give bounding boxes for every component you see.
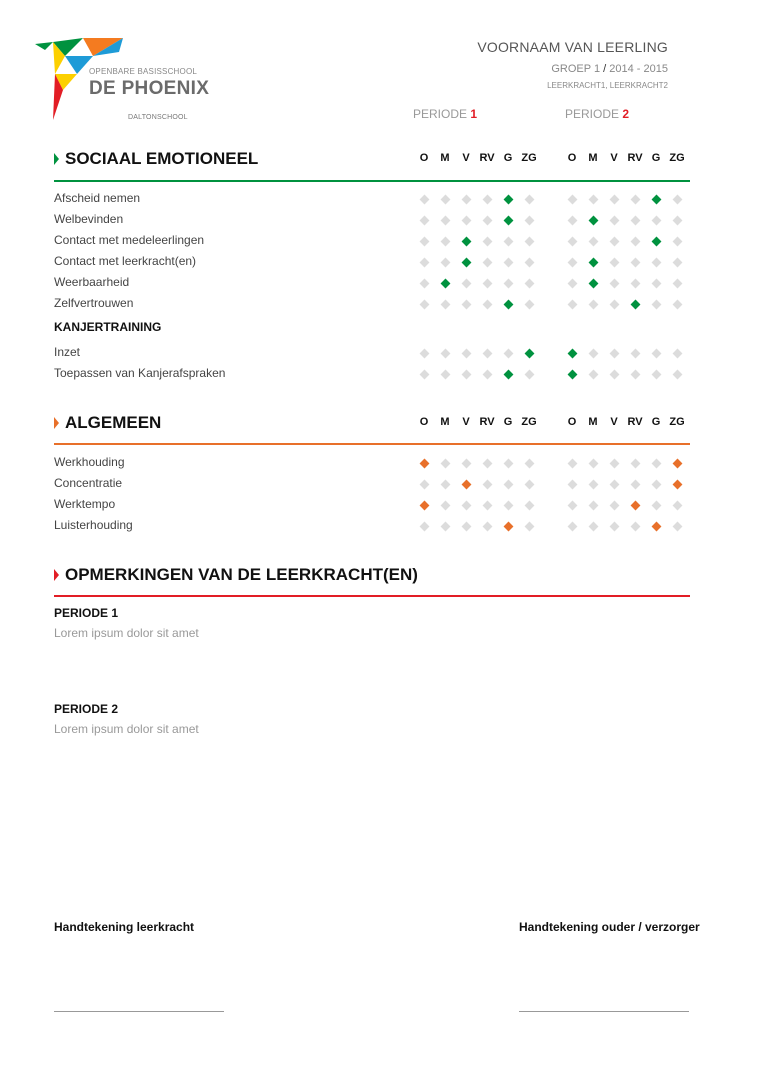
- scale-header-p1: RV: [479, 416, 495, 428]
- rating-diamond[interactable]: [482, 279, 492, 289]
- scale-header-p2: RV: [627, 152, 643, 164]
- signature-parent-label: Handtekening ouder / verzorger: [519, 920, 700, 934]
- rating-diamond[interactable]: [419, 237, 429, 247]
- rating-diamond[interactable]: [588, 501, 598, 511]
- rating-diamond[interactable]: [419, 480, 429, 490]
- criterion-label: Contact met medeleerlingen: [54, 233, 205, 247]
- rating-diamond[interactable]: [419, 300, 429, 310]
- criterion-label: Afscheid nemen: [54, 191, 141, 205]
- rating-diamond[interactable]: [672, 195, 682, 205]
- rating-diamond[interactable]: [609, 370, 619, 380]
- rating-diamond[interactable]: [630, 237, 640, 247]
- rating-diamond-selected[interactable]: [672, 459, 682, 469]
- group-year: [551, 63, 668, 75]
- rating-diamond[interactable]: [630, 258, 640, 268]
- criterion-label: Welbevinden: [54, 212, 124, 226]
- scale-header-p1: ZG: [521, 152, 537, 164]
- rating-diamond[interactable]: [440, 370, 450, 380]
- rating-diamond[interactable]: [567, 195, 577, 205]
- section-sociaal-title: [54, 149, 258, 169]
- rating-diamond[interactable]: [609, 258, 619, 268]
- section-sociaal-title-text: SOCIAAL EMOTIONEEL: [65, 149, 259, 168]
- scale-header-p1: M: [440, 416, 450, 428]
- rating-diamond[interactable]: [672, 522, 682, 532]
- rating-diamond[interactable]: [482, 195, 492, 205]
- kanjertraining-title: KANJERTRAINING: [54, 320, 162, 334]
- rating-diamond-selected[interactable]: [567, 349, 577, 359]
- scale-header-p1: G: [503, 152, 513, 164]
- section-algemeen-title-text: ALGEMEEN: [65, 413, 162, 432]
- logo-tagline: DALTONSCHOOL: [128, 114, 188, 121]
- rating-diamond[interactable]: [567, 522, 577, 532]
- rating-diamond[interactable]: [630, 216, 640, 226]
- scale-header-p2: G: [651, 152, 661, 164]
- rating-diamond[interactable]: [524, 216, 534, 226]
- rating-diamond-selected[interactable]: [461, 237, 471, 247]
- remark-periode-2-text[interactable]: Lorem ipsum dolor sit amet: [54, 722, 199, 736]
- scale-header-p1: O: [419, 152, 429, 164]
- criterion-label: Werkhouding: [54, 455, 125, 469]
- scale-header-p2: ZG: [669, 416, 685, 428]
- rating-diamond[interactable]: [503, 501, 513, 511]
- rating-diamond[interactable]: [672, 349, 682, 359]
- rating-diamond[interactable]: [503, 459, 513, 469]
- section-opmerkingen-title: [54, 565, 418, 585]
- rating-diamond[interactable]: [651, 370, 661, 380]
- rating-diamond[interactable]: [482, 501, 492, 511]
- rating-diamond[interactable]: [482, 370, 492, 380]
- rating-diamond-selected[interactable]: [503, 216, 513, 226]
- rating-diamond[interactable]: [419, 349, 429, 359]
- rating-diamond[interactable]: [440, 501, 450, 511]
- rating-diamond[interactable]: [440, 258, 450, 268]
- rating-diamond[interactable]: [609, 237, 619, 247]
- section-arrow-icon: [54, 153, 59, 165]
- rating-diamond[interactable]: [651, 501, 661, 511]
- rating-diamond[interactable]: [482, 258, 492, 268]
- rating-diamond-selected[interactable]: [503, 370, 513, 380]
- rating-diamond[interactable]: [588, 195, 598, 205]
- rating-diamond[interactable]: [672, 300, 682, 310]
- rating-diamond[interactable]: [461, 349, 471, 359]
- rating-diamond[interactable]: [630, 480, 640, 490]
- rating-diamond[interactable]: [672, 279, 682, 289]
- rating-diamond-selected[interactable]: [651, 237, 661, 247]
- rating-diamond[interactable]: [440, 216, 450, 226]
- rating-diamond[interactable]: [567, 459, 577, 469]
- scale-header-p2: ZG: [669, 152, 685, 164]
- scale-header-p2: RV: [627, 416, 643, 428]
- remark-periode-2-label: PERIODE 2: [54, 702, 119, 716]
- rating-diamond[interactable]: [419, 522, 429, 532]
- rating-diamond[interactable]: [651, 300, 661, 310]
- rating-diamond[interactable]: [672, 501, 682, 511]
- remark-periode-1-label: PERIODE 1: [54, 606, 119, 620]
- scale-header-p2: M: [588, 152, 598, 164]
- rating-diamond[interactable]: [440, 480, 450, 490]
- rating-diamond-selected[interactable]: [651, 195, 661, 205]
- rating-diamond[interactable]: [461, 459, 471, 469]
- rating-diamond[interactable]: [440, 237, 450, 247]
- rating-diamond[interactable]: [588, 237, 598, 247]
- section-arrow-icon: [54, 417, 59, 429]
- rating-diamond[interactable]: [567, 300, 577, 310]
- rating-diamond[interactable]: [461, 216, 471, 226]
- rating-diamond[interactable]: [588, 300, 598, 310]
- section-algemeen-title: [54, 413, 161, 433]
- rating-diamond[interactable]: [651, 459, 661, 469]
- logo-school-name: DE PHOENIX: [89, 78, 210, 99]
- rating-diamond-selected[interactable]: [567, 370, 577, 380]
- criterion-label: Werktempo: [54, 497, 116, 511]
- rating-diamond[interactable]: [672, 237, 682, 247]
- rating-diamond[interactable]: [588, 370, 598, 380]
- rating-diamond[interactable]: [440, 349, 450, 359]
- scale-header-p2: M: [588, 416, 598, 428]
- rating-diamond[interactable]: [503, 279, 513, 289]
- scale-header-p2: V: [610, 416, 618, 428]
- rating-diamond[interactable]: [567, 501, 577, 511]
- rating-diamond[interactable]: [651, 279, 661, 289]
- rating-diamond[interactable]: [567, 216, 577, 226]
- rating-diamond[interactable]: [524, 522, 534, 532]
- scale-header-p1: ZG: [521, 416, 537, 428]
- rating-diamond[interactable]: [419, 279, 429, 289]
- rating-diamond[interactable]: [440, 300, 450, 310]
- rating-diamond-selected[interactable]: [461, 480, 471, 490]
- rating-diamond-selected[interactable]: [524, 349, 534, 359]
- logo-subtitle: OPENBARE BASISSCHOOL: [89, 67, 198, 76]
- rating-diamond[interactable]: [672, 370, 682, 380]
- rating-diamond[interactable]: [524, 195, 534, 205]
- rating-diamond[interactable]: [503, 258, 513, 268]
- rating-diamond[interactable]: [482, 216, 492, 226]
- rating-diamond[interactable]: [482, 237, 492, 247]
- rating-diamond[interactable]: [630, 370, 640, 380]
- student-name: VOORNAAM VAN LEERLING: [477, 39, 668, 55]
- rating-diamond[interactable]: [503, 237, 513, 247]
- rating-diamond[interactable]: [672, 216, 682, 226]
- rating-diamond-selected[interactable]: [419, 459, 429, 469]
- rating-diamond[interactable]: [482, 522, 492, 532]
- rating-diamond[interactable]: [672, 258, 682, 268]
- rating-diamond[interactable]: [609, 501, 619, 511]
- rating-diamond[interactable]: [609, 480, 619, 490]
- rating-diamond[interactable]: [609, 279, 619, 289]
- scale-header-p2: G: [651, 416, 661, 428]
- rating-diamond[interactable]: [588, 459, 598, 469]
- criterion-label: Luisterhouding: [54, 518, 133, 532]
- rating-diamond[interactable]: [524, 300, 534, 310]
- rating-diamond[interactable]: [419, 195, 429, 205]
- rating-diamond[interactable]: [524, 370, 534, 380]
- rating-diamond-selected[interactable]: [503, 522, 513, 532]
- scale-header-p1: RV: [479, 152, 495, 164]
- scale-header-p1: G: [503, 416, 513, 428]
- criterion-label: Concentratie: [54, 476, 123, 490]
- rating-diamond[interactable]: [609, 459, 619, 469]
- section-arrow-icon: [54, 569, 59, 581]
- rating-diamond[interactable]: [503, 480, 513, 490]
- rating-diamond[interactable]: [567, 279, 577, 289]
- criterion-label: Zelfvertrouwen: [54, 296, 134, 310]
- criterion-label: Weerbaarheid: [54, 275, 130, 289]
- section-algemeen-divider: [54, 443, 690, 445]
- signature-teacher-label: Handtekening leerkracht: [54, 920, 195, 934]
- rating-diamond-selected[interactable]: [651, 522, 661, 532]
- rating-diamond[interactable]: [461, 370, 471, 380]
- rating-diamond[interactable]: [461, 522, 471, 532]
- rating-diamond[interactable]: [609, 349, 619, 359]
- rating-diamond[interactable]: [609, 195, 619, 205]
- rating-diamond[interactable]: [461, 279, 471, 289]
- rating-diamond[interactable]: [651, 480, 661, 490]
- periode-1-word: PERIODE: [413, 107, 471, 121]
- rating-diamond[interactable]: [524, 237, 534, 247]
- section-opmerkingen-title-text: OPMERKINGEN VAN DE LEERKRACHT(EN): [65, 565, 418, 584]
- signature-parent-line[interactable]: [519, 1011, 689, 1012]
- remark-periode-1-text[interactable]: Lorem ipsum dolor sit amet: [54, 626, 199, 640]
- rating-diamond-selected[interactable]: [630, 501, 640, 511]
- rating-diamond-selected[interactable]: [588, 216, 598, 226]
- rating-diamond[interactable]: [588, 522, 598, 532]
- rating-diamond[interactable]: [651, 349, 661, 359]
- rating-diamond[interactable]: [440, 522, 450, 532]
- scale-header-p1: O: [419, 416, 429, 428]
- scale-header-p2: O: [567, 152, 577, 164]
- rating-diamond-selected[interactable]: [503, 300, 513, 310]
- scale-header-p1: V: [462, 152, 470, 164]
- periode-1-number: 1: [470, 107, 478, 121]
- rating-diamond[interactable]: [588, 349, 598, 359]
- rating-diamond-selected[interactable]: [419, 501, 429, 511]
- criterion-label: Inzet: [54, 345, 81, 359]
- rating-diamond[interactable]: [482, 349, 492, 359]
- periode-2-word: PERIODE: [565, 107, 623, 121]
- rating-diamond[interactable]: [630, 279, 640, 289]
- rating-diamond-selected[interactable]: [672, 480, 682, 490]
- rating-diamond-selected[interactable]: [461, 258, 471, 268]
- rating-diamond[interactable]: [630, 349, 640, 359]
- scale-header-p2: O: [567, 416, 577, 428]
- rating-diamond[interactable]: [440, 195, 450, 205]
- periode-1-heading: [413, 107, 477, 121]
- rating-diamond[interactable]: [567, 480, 577, 490]
- scale-header-p1: M: [440, 152, 450, 164]
- rating-diamond[interactable]: [482, 300, 492, 310]
- rating-diamond[interactable]: [419, 258, 429, 268]
- periode-2-heading: [565, 107, 629, 121]
- rating-diamond[interactable]: [567, 237, 577, 247]
- section-sociaal-divider: [54, 180, 690, 182]
- rating-diamond[interactable]: [524, 258, 534, 268]
- rating-diamond-selected[interactable]: [588, 258, 598, 268]
- signature-teacher-line[interactable]: [54, 1011, 224, 1012]
- rating-diamond[interactable]: [461, 300, 471, 310]
- group-label: GROEP 1: [551, 63, 601, 75]
- scale-header-p2: V: [610, 152, 618, 164]
- rating-diamond-selected[interactable]: [588, 279, 598, 289]
- rating-diamond[interactable]: [651, 216, 661, 226]
- rating-diamond[interactable]: [651, 258, 661, 268]
- rating-diamond[interactable]: [609, 216, 619, 226]
- rating-diamond-selected[interactable]: [630, 300, 640, 310]
- section-opmerkingen-divider: [54, 595, 690, 597]
- school-year: 2014 - 2015: [609, 63, 668, 75]
- rating-diamond[interactable]: [609, 522, 619, 532]
- rating-diamond[interactable]: [419, 370, 429, 380]
- rating-diamond[interactable]: [524, 459, 534, 469]
- periode-2-number: 2: [622, 107, 630, 121]
- rating-diamond[interactable]: [588, 480, 598, 490]
- rating-diamond[interactable]: [524, 279, 534, 289]
- rating-diamond[interactable]: [482, 480, 492, 490]
- group-year-separator: /: [603, 63, 607, 75]
- rating-diamond[interactable]: [419, 216, 429, 226]
- scale-header-p1: V: [462, 416, 470, 428]
- rating-diamond[interactable]: [630, 195, 640, 205]
- rating-diamond[interactable]: [567, 258, 577, 268]
- rating-diamond[interactable]: [609, 300, 619, 310]
- rating-diamond[interactable]: [524, 501, 534, 511]
- criterion-label: Toepassen van Kanjerafspraken: [54, 366, 226, 380]
- rating-diamond[interactable]: [630, 522, 640, 532]
- rating-diamond[interactable]: [482, 459, 492, 469]
- rating-diamond[interactable]: [461, 501, 471, 511]
- teacher-names: LEERKRACHT1, LEERKRACHT2: [547, 81, 668, 90]
- rating-diamond[interactable]: [630, 459, 640, 469]
- rating-diamond[interactable]: [524, 480, 534, 490]
- criterion-label: Contact met leerkracht(en): [54, 254, 197, 268]
- rating-diamond[interactable]: [503, 349, 513, 359]
- rating-diamond-selected[interactable]: [503, 195, 513, 205]
- rating-diamond-selected[interactable]: [440, 279, 450, 289]
- rating-diamond[interactable]: [461, 195, 471, 205]
- rating-diamond[interactable]: [440, 459, 450, 469]
